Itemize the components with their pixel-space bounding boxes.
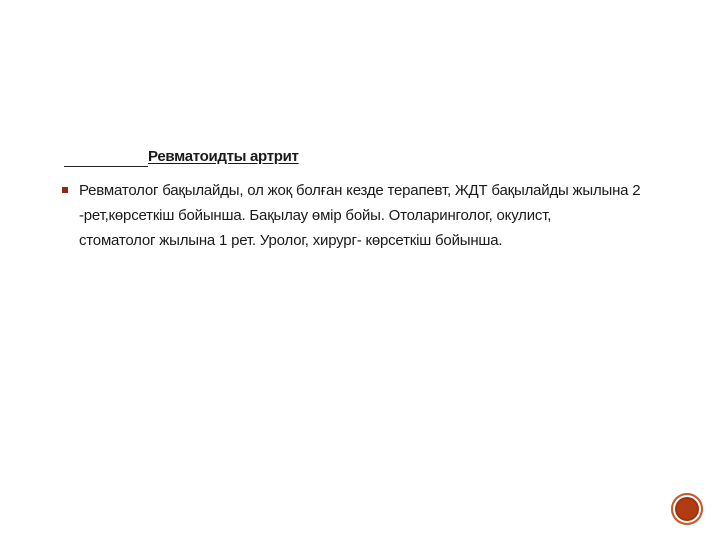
bullet-text-line: -рет,көрсеткіш бойынша. Бақылау өмір бойы. Отоларинголог, окулист, bbox=[79, 207, 552, 224]
slide-title: Ревматоидты артрит bbox=[148, 148, 299, 165]
bullet-square-icon bbox=[62, 187, 68, 193]
circle-logo-icon bbox=[671, 493, 703, 525]
bullet-text-line: стоматолог жылына 1 рет. Уролог, хирург- көрсеткіш бойынша. bbox=[79, 232, 503, 249]
bullet-text-line: Ревматолог бақылайды, ол жоқ болған кезде терапевт, ЖДТ бақылайды жылына 2 bbox=[79, 182, 641, 199]
bullet-text bbox=[79, 178, 720, 253]
title-underline-rule bbox=[64, 166, 148, 167]
